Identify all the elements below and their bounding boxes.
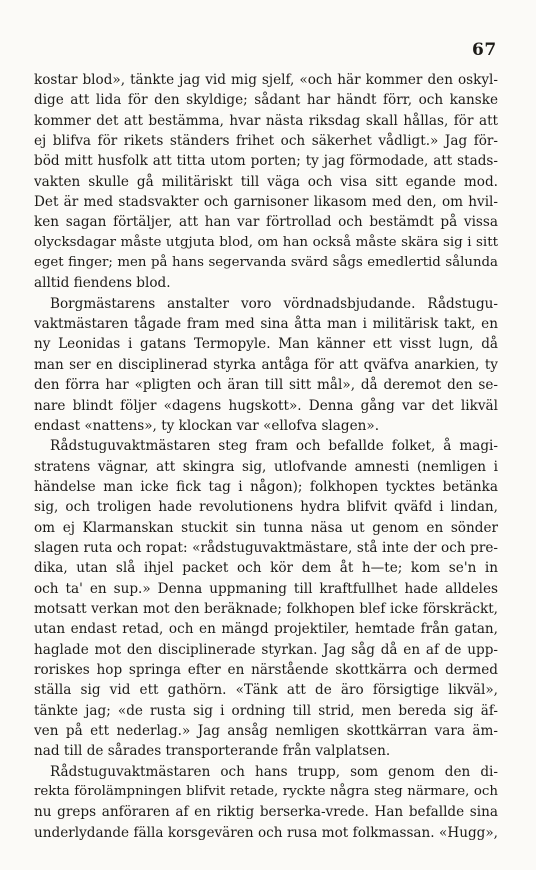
- text-line: alltid fiendens blod.: [34, 275, 171, 292]
- text-line: Rådstuguvaktmästaren och hans trupp, som genom den di-: [50, 763, 498, 780]
- text-line: kommer det att bestämma, hvar nästa riksdag skall hållas, för att: [34, 112, 498, 129]
- text-line: kostar blod», tänkte jag vid mig sjelf, «och här kommer den oskyl-: [34, 72, 498, 88]
- body-text: [34, 70, 498, 843]
- text-line: dige att lida för den skyldige; sådant har händt förr, och kanske: [34, 92, 498, 109]
- text-line: roriskes hop springa efter en närstående skottkärra och dermed: [34, 661, 498, 678]
- text-line: Det är med stadsvakter och garnisoner likasom med den, om hvil-: [34, 194, 498, 211]
- text-line: vaktmästaren tågade fram med sina åtta man i militärisk takt, en: [34, 316, 498, 333]
- text-line: ställa sig vid ett gathörn. «Tänk att de äro försigtige likväl»,: [34, 682, 498, 699]
- text-line: olycksdagar måste utgjuta blod, om han också måste skära sig i sitt: [34, 234, 498, 250]
- text-line: och ta' en sup.» Denna uppmaning till kraftfullhet hade alldeles: [34, 580, 498, 597]
- text-line: om ej Klarmanskan stuckit sin tunna näsa ut genom en sönder: [34, 519, 498, 536]
- text-line: ej blifva för rikets ständers frihet och säkerhet vådligt.» Jag för-: [34, 133, 498, 150]
- text-line: rekta förolämpningen blifvit retade, ryckte några steg närmare, och: [34, 784, 498, 800]
- text-line: nu greps anföraren af en riktig berserka-vrede. Han befallde sina: [34, 804, 498, 821]
- text-line: motsatt verkan mot den beräknade; folkhopen blef icke förskräckt,: [34, 600, 498, 617]
- text-line: tänkte jag; «de rusta sig i ordning till strid, men bereda sig äf-: [34, 702, 498, 719]
- text-line: händelse man icke fick tag i någon); folkhopen tycktes betänka: [34, 478, 498, 495]
- text-line: underlydande fälla korsgevären och rusa mot folkmassan. «Hugg»,: [34, 824, 498, 841]
- text-line: dika, utan slå ihjel packet och kör dem åt h—te; kom se'n in: [34, 560, 498, 577]
- text-line: sig, och troligen hade revolutionens hydra blifvit qväfd i lindan,: [34, 499, 498, 516]
- text-line: haglade mot den disciplinerade styrkan. Jag såg då en af de upp-: [34, 641, 498, 658]
- text-line: nad till de sårades transporterande från valplatsen.: [34, 743, 391, 760]
- paragraph: [34, 70, 498, 294]
- text-line: slagen ruta och ropat: «rådstuguvaktmästare, stå inte der och pre-: [34, 539, 498, 556]
- text-line: ken sagan förtäljer, att han var förtrollad och bestämdt på vissa: [34, 214, 498, 231]
- paragraph: [34, 762, 498, 843]
- text-line: vakten skulle gå militäriskt till väga och visa sitt egande mod.: [34, 173, 498, 190]
- page-number: 67: [472, 40, 497, 60]
- text-line: man ser en disciplinerad styrka antåga för att qväfva anarkien, ty: [34, 356, 498, 373]
- text-line: stratens vägnar, att skingra sig, utlofvande amnesti (nemligen i: [34, 458, 498, 475]
- text-line: utan endast retad, och en mängd projektiler, hemtade från gatan,: [34, 621, 498, 638]
- text-line: ven på ett nederlag.» Jag ansåg nemligen skottkärran vara äm-: [34, 723, 498, 739]
- text-line: böd mitt husfolk att titta utom porten; ty jag förmodade, att stads-: [34, 153, 498, 170]
- text-line: den förra har «pligten och äran till sitt mål», då deremot den se-: [34, 377, 498, 394]
- text-line: Rådstuguvaktmästaren steg fram och befallde folket, å magi-: [50, 438, 498, 455]
- text-line: ny Leonidas i gatans Termopyle. Man känner ett visst lugn, då: [34, 336, 498, 353]
- text-line: nare blindt följer «dagens hugskott». Denna gång var det likväl: [34, 397, 498, 414]
- paragraph: [34, 436, 498, 762]
- paragraph: [34, 294, 498, 436]
- text-line: endast «nattens», ty klockan var «ellofva slagen».: [34, 417, 380, 434]
- text-line: Borgmästarens anstalter voro vördnadsbjudande. Rådstugu-: [50, 295, 498, 312]
- text-line: eget finger; men på hans segervanda svärd sågs emedlertid sålunda: [34, 255, 498, 271]
